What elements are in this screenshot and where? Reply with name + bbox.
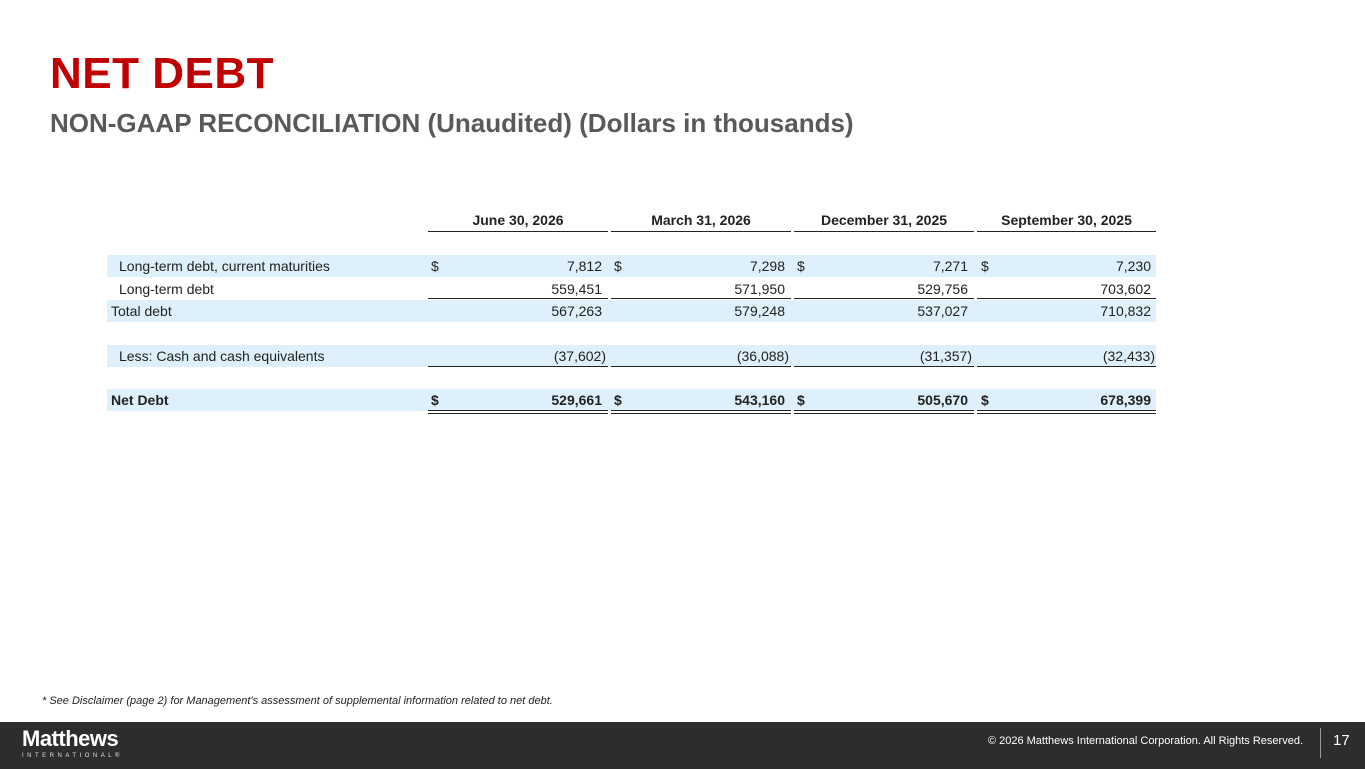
- row-label: Long-term debt: [119, 281, 214, 297]
- column-header-september-2025: September 30, 2025: [1001, 212, 1132, 228]
- table-row-less-cash: [107, 345, 1156, 367]
- column-header-december-2025: December 31, 2025: [820, 212, 948, 228]
- matthews-logo: [22, 728, 123, 759]
- total-double-underline: [794, 410, 974, 414]
- subtotal-underline: [794, 366, 974, 367]
- currency-symbol: $: [797, 258, 805, 274]
- page-number: 17: [1333, 732, 1350, 749]
- subtotal-underline: [611, 298, 791, 299]
- footer-divider: [1320, 728, 1321, 758]
- logo-wordmark: Matthews: [22, 726, 119, 751]
- total-double-underline: [428, 410, 608, 414]
- cell-value: 703,602: [1100, 281, 1151, 297]
- cell-value: (31,357): [919, 348, 972, 364]
- subtotal-underline: [428, 366, 608, 367]
- currency-symbol: $: [981, 258, 989, 274]
- header-underline: [794, 231, 974, 232]
- cell-value: 529,661: [551, 392, 602, 408]
- cell-value: (37,602): [553, 348, 606, 364]
- table-row-current-maturities: [107, 255, 1156, 277]
- currency-symbol: $: [614, 258, 622, 274]
- table-row-long-term-debt: [107, 278, 1156, 300]
- cell-value: (32,433): [1102, 348, 1155, 364]
- cell-value: 571,950: [734, 281, 785, 297]
- row-label: Long-term debt, current maturities: [119, 258, 330, 274]
- cell-value: 7,298: [749, 258, 785, 274]
- cell-value: 505,670: [917, 392, 968, 408]
- total-double-underline: [611, 410, 791, 414]
- cell-value: 567,263: [551, 303, 602, 319]
- column-header-june-2026: June 30, 2026: [472, 212, 564, 228]
- cell-value: 7,230: [1115, 258, 1151, 274]
- table-row-net-debt: [107, 389, 1156, 411]
- logo-subtitle: INTERNATIONAL®: [22, 753, 123, 759]
- cell-value: 7,271: [932, 258, 968, 274]
- footnote: * See Disclaimer (page 2) for Management's assessment of supplemental information related to net debt.: [42, 695, 553, 707]
- subtotal-underline: [977, 366, 1156, 367]
- cell-value: 678,399: [1100, 392, 1151, 408]
- footer-bar: [0, 722, 1365, 769]
- row-label: Less: Cash and cash equivalents: [119, 348, 325, 364]
- subtotal-underline: [428, 298, 608, 299]
- subtotal-underline: [977, 298, 1156, 299]
- header-underline: [611, 231, 791, 232]
- cell-value: 543,160: [734, 392, 785, 408]
- total-double-underline: [977, 410, 1156, 414]
- cell-value: 529,756: [917, 281, 968, 297]
- cell-value: 559,451: [551, 281, 602, 297]
- subtotal-underline: [794, 298, 974, 299]
- row-label: Net Debt: [111, 392, 169, 408]
- column-header-march-2026: March 31, 2026: [651, 212, 751, 228]
- currency-symbol: $: [981, 392, 989, 408]
- header-underline: [428, 231, 608, 232]
- subtotal-underline: [611, 366, 791, 367]
- cell-value: (36,088): [736, 348, 789, 364]
- cell-value: 579,248: [734, 303, 785, 319]
- page-subtitle: NON-GAAP RECONCILIATION (Unaudited) (Dollars in thousands): [50, 108, 854, 138]
- currency-symbol: $: [614, 392, 622, 408]
- currency-symbol: $: [797, 392, 805, 408]
- cell-value: 7,812: [566, 258, 602, 274]
- cell-value: 537,027: [917, 303, 968, 319]
- row-label: Total debt: [111, 303, 172, 319]
- header-underline: [977, 231, 1156, 232]
- cell-value: 710,832: [1100, 303, 1151, 319]
- page-title: NET DEBT: [50, 49, 274, 98]
- copyright-text: © 2026 Matthews International Corporation. All Rights Reserved.: [987, 735, 1303, 747]
- table-row-total-debt: [107, 300, 1156, 322]
- currency-symbol: $: [431, 258, 439, 274]
- currency-symbol: $: [431, 392, 439, 408]
